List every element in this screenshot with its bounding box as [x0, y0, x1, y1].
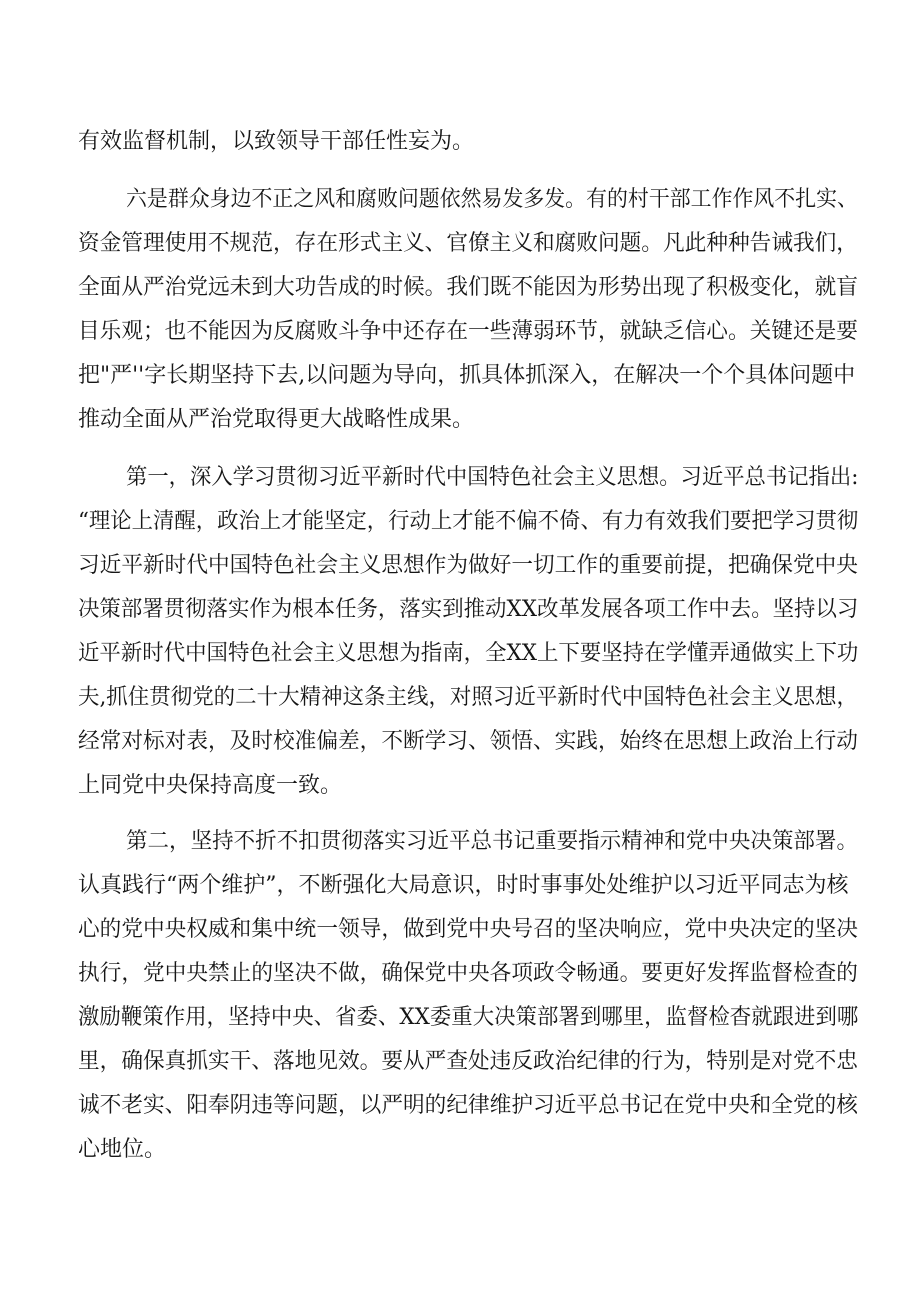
body-text-line: 心的党中央权威和集中统一领导，做到党中央号召的坚决响应，党中央决定的坚决	[78, 917, 858, 942]
body-text-line: 决策部署贯彻落实作为根本任务，落实到推动XX改革发展各项工作中去。坚持以习	[78, 597, 859, 622]
body-text-line: 推动全面从严治党取得更大战略性成果。	[78, 407, 475, 432]
body-text-line: 第一，深入学习贯彻习近平新时代中国特色社会主义思想。习近平总书记指出:	[126, 465, 859, 490]
body-text-line: 习近平新时代中国特色社会主义思想作为做好一切工作的重要前提，把确保党中央	[78, 553, 858, 578]
body-text-line: 有效监督机制，以致领导干部任性妄为。	[78, 129, 475, 154]
body-text-line: 经常对标对表，及时校准偏差，不断学习、领悟、实践，始终在思想上政治上行动	[78, 729, 858, 754]
body-text-line: 近平新时代中国特色社会主义思想为指南，全XX上下要坚持在学懂弄通做实上下功	[78, 641, 859, 666]
body-text-line: 里，确保真抓实干、落地见效。要从严查处违反政治纪律的行为，特别是对党不忠	[78, 1049, 858, 1074]
body-text-line: 认真践行“两个维护”，不断强化大局意识，时时事事处处维护以习近平同志为核	[78, 873, 849, 898]
body-text-line: 第二，坚持不折不扣贯彻落实习近平总书记重要指示精神和党中央决策部署。	[126, 829, 859, 854]
body-text-line: 全面从严治党远未到大功告成的时候。我们既不能因为形势出现了积极变化，就盲	[78, 275, 858, 300]
body-text-line: “理论上清醒，政治上才能坚定，行动上才能不偏不倚、有力有效我们要把学习贯彻	[78, 509, 859, 534]
body-text-line: 上同党中央保持高度一致。	[78, 773, 343, 798]
body-text-line: 目乐观；也不能因为反腐败斗争中还存在一些薄弱环节，就缺乏信心。关键还是要	[78, 319, 858, 344]
body-text-line: 六是群众身边不正之风和腐败问题依然易发多发。有的村干部工作作风不扎实、	[126, 187, 858, 212]
body-text-line: 诚不老实、阳奉阴违等问题，以严明的纪律维护习近平总书记在党中央和全党的核	[78, 1093, 858, 1118]
body-text-line: 夫,抓住贯彻党的二十大精神这条主线，对照习近平新时代中国特色社会主义思想，	[78, 685, 858, 710]
body-text-line: 激励鞭策作用，坚持中央、省委、XX委重大决策部署到哪里，监督检杳就跟进到哪	[78, 1005, 859, 1030]
body-text-line: 心地位。	[78, 1137, 167, 1162]
body-text-line: 执行，党中央禁止的坚决不做，确保党中央各项政令畅通。要更好发挥监督检查的	[78, 961, 858, 986]
body-text-line: 资金管理使用不规范，存在形式主义、官僚主义和腐败问题。凡此种种告诫我们，	[78, 231, 858, 256]
body-text-line: 把"严''字长期坚持下去,以问题为导向，抓具体抓深入，在解决一个个具体问题中	[78, 363, 856, 388]
